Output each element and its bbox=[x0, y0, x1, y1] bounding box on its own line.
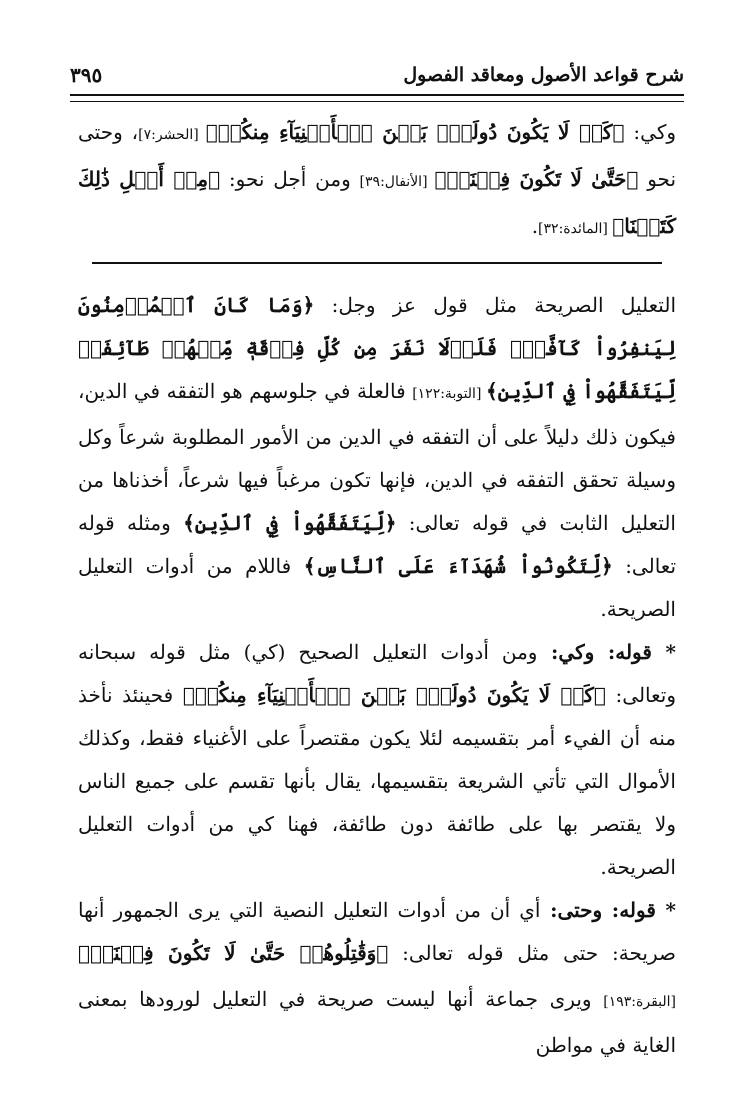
body-text: التعليل الصريحة مثل قول عز وجل: bbox=[314, 293, 676, 317]
footnote-text: . bbox=[531, 214, 539, 238]
verse-reference: [الحشر:٧] bbox=[138, 127, 206, 143]
footnote-separator bbox=[92, 262, 662, 264]
body-text: ومن أدوات التعليل الصحيح (كي) مثل قوله سبحانه وتعالى: bbox=[78, 640, 677, 707]
body-text: أي أن من أدوات التعليل النصية التي يرى الجمهور أنها صريحة: حتى مثل قوله تعالى: bbox=[78, 898, 676, 965]
quran-quote: ﴿لِّتَكُونُواْ شُهَدَآءَ عَلَى ٱلنَّاسِ﴾ bbox=[303, 554, 613, 578]
quran-quote: ﴿وَمَا كَانَ ٱلۡمُؤۡمِنُونَ لِيَنفِرُواْ كَآفَّةٗۚ فَلَوۡلَا نَفَرَ مِن كُلِّ فِرۡقَةٖ مِّنۡهُمۡ طَآئِفَةٞ لِّيَتَفَقَّهُواْ فِي ٱلدِّينِ﴾ bbox=[78, 293, 676, 403]
footnote-block bbox=[78, 110, 676, 251]
body-text: فاللام من أدوات التعليل الصريحة. bbox=[78, 554, 676, 621]
page-header bbox=[70, 58, 684, 92]
quran-quote: ﴿مِنۡ أَجۡلِ ذَٰلِكَ كَتَبۡنَا﴾ bbox=[78, 167, 676, 238]
body-text: ويرى جماعة أنها ليست صريحة في التعليل لورودها بمعنى الغاية في مواطن bbox=[78, 987, 676, 1057]
paragraph bbox=[78, 284, 676, 631]
body-text: فالعلة في جلوسهم هو التفقه في الدين، فيكون ذلك دليلاً على أن التفقه في الدين من الأمور المطلوبة شرعاً وكل وسيلة تحقق التفقه في الدين، فإنها تكون مرغباً فيها شرعاً، أخذناها من التعليل الثابت في قوله تعالى: bbox=[78, 379, 676, 535]
quran-quote: ﴿حَتَّىٰ لَا تَكُونَ فِتۡنَةٞ﴾ bbox=[434, 167, 639, 191]
main-text bbox=[78, 284, 676, 1067]
footnote-text: ومن أجل نحو: bbox=[220, 167, 360, 191]
header-rule bbox=[70, 94, 684, 102]
verse-reference: [الأنفال:٣٩] bbox=[359, 174, 435, 190]
quran-quote: ﴿لِّيَتَفَقَّهُواْ فِي ٱلدِّينِ﴾ bbox=[183, 511, 397, 535]
paragraph bbox=[78, 631, 676, 889]
verse-reference: [التوبة:١٢٢] bbox=[412, 386, 486, 402]
footnote-text: وكي: bbox=[624, 120, 677, 144]
verse-reference: [البقرة:١٩٣] bbox=[603, 994, 676, 1010]
quran-quote: ﴿كَيۡ لَا يَكُونَ دُولَةَۢ بَيۡنَ ٱلۡأَغۡنِيَآءِ مِنكُمۡ﴾ bbox=[182, 683, 606, 707]
quran-quote: ﴿وَقَٰتِلُوهُمۡ حَتَّىٰ لَا تَكُونَ فِتۡنَةٞ﴾ bbox=[78, 941, 389, 965]
paragraph bbox=[78, 889, 676, 1067]
page-number: ٣٩٥ bbox=[70, 63, 103, 87]
running-title: شرح قواعد الأصول ومعاقد الفصول bbox=[403, 64, 684, 86]
quran-quote: ﴿كَيۡ لَا يَكُونَ دُولَةَۢ بَيۡنَ ٱلۡأَغۡنِيَآءِ مِنكُمۡ﴾ bbox=[205, 120, 625, 144]
footnote-text: ، وحتى نحو bbox=[78, 120, 677, 191]
body-text: ومثله قوله تعالى: bbox=[78, 511, 677, 578]
body-text: فحينئذ نأخذ منه أن الفيء أمر بتقسيمه لئلا يكون مقتصراً على الأغنياء فقط، وكذلك الأموال التي تأتي الشريعة بتقسيمها، يقال بأنها تقسم على جميع الناس ولا يقتصر بها على طائفة دون طائفة، فهنا كي من أدوات التعليل الصريحة. bbox=[78, 683, 676, 879]
commentary-label: * قوله: وكي: bbox=[537, 640, 676, 664]
verse-reference: [المائدة:٣٢] bbox=[538, 221, 613, 237]
commentary-label: * قوله: وحتى: bbox=[540, 898, 676, 922]
